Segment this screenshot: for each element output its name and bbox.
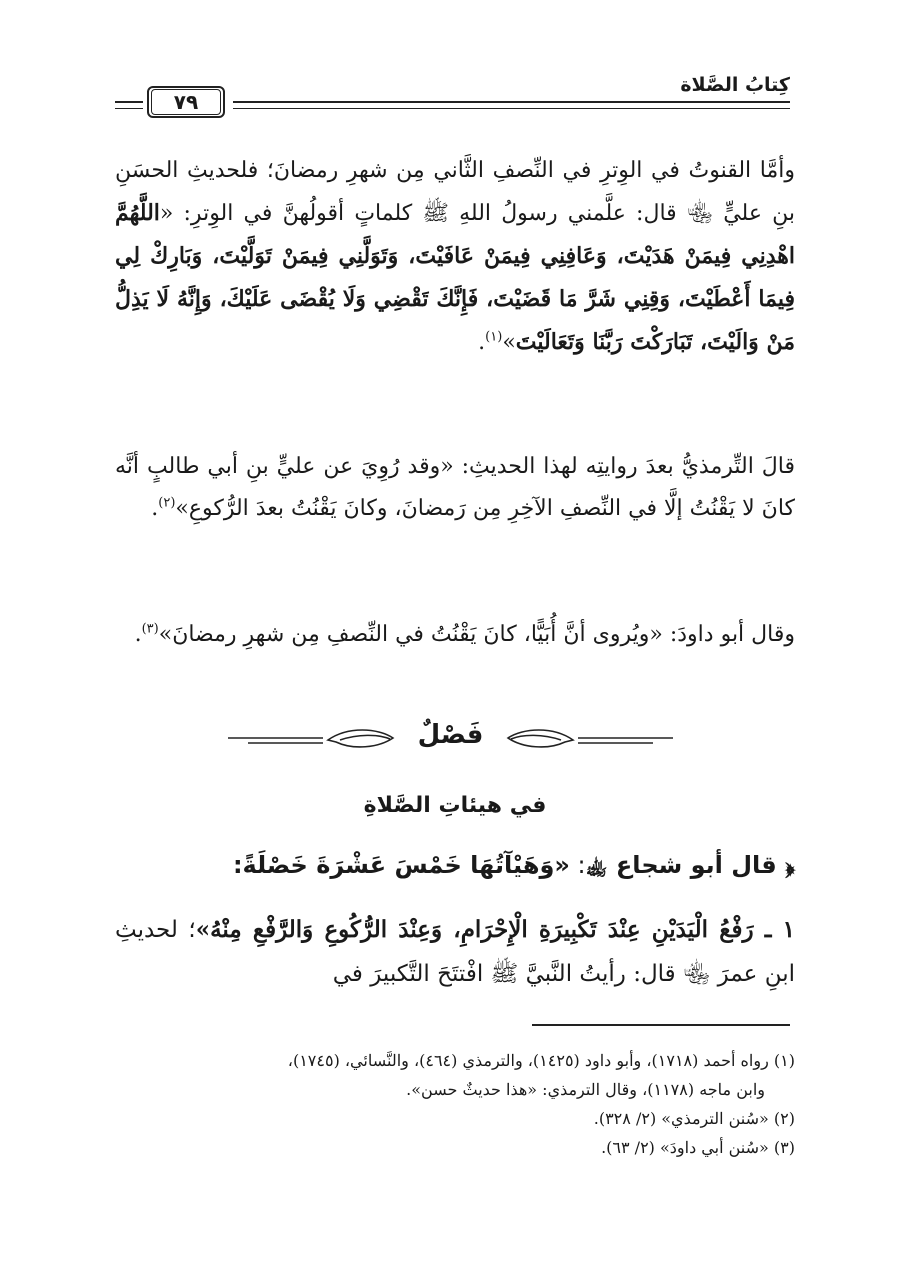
footnote-text: «سُنن الترمذي» (٢/ ٣٢٨). [593, 1109, 769, 1128]
paragraph-tirmidhi-text: قالَ التِّرمذيُّ بعدَ روايتِه لهذا الحديثِ: «وقد رُوِيَ عن عليٍّ بنِ أبي طالبٍ أنَّه كانَ لا يَقْنُتُ إلَّا في النِّصفِ الآخِرِ مِن رَمضانَ، وكانَ يَقْنُتُ بعدَ الرُّكوعِ» [115, 454, 795, 521]
footnote-ref-3: (٣) [141, 621, 159, 637]
matn-quote: «وَهَيْآتُهَا خَمْسَ عَشْرَةَ خَصْلَةً: [232, 851, 570, 879]
footnote-text: وابن ماجه (١١٧٨)، وقال الترمذي: «هذا حديثٌ حسن». [406, 1080, 765, 1099]
footnote-item [115, 1046, 795, 1075]
footnote-item [115, 1133, 795, 1162]
footnote-ref-1: (١) [485, 329, 503, 345]
footnote-text: رواه أحمد (١٧١٨)، وأبو داود (١٤٢٥)، والترمذي (٤٦٤)، والنَّسائي، (١٧٤٥)، [287, 1051, 769, 1070]
header-rule [115, 86, 790, 126]
footnote-item [115, 1075, 795, 1104]
footnote-text: «سُنن أبي داودَ» (٢/ ٦٣). [601, 1138, 769, 1157]
header-rule-left [115, 101, 143, 109]
dua-text: اللَّهُمَّ اهْدِنِي فِيمَنْ هَدَيْتَ، وَعَافِنِي فِيمَنْ عَافَيْتَ، وَتَوَلَّنِي فِيمَنْ تَوَلَّيْتَ، وَبَارِكْ لِي فِيمَا أَعْطَيْتَ، وَقِنِي شَرَّ مَا قَضَيْتَ، فَإِنَّكَ تَقْضِي وَلَا يُقْضَى عَلَيْكَ، وَإِنَّهُ لَا يَذِلُّ مَنْ وَالَيْتَ، تَبَارَكْتَ رَبَّنَا وَتَعَالَيْتَ [115, 200, 795, 355]
matn-heading [115, 850, 795, 885]
footnote-item [115, 1104, 795, 1133]
paragraph-end: . [478, 330, 486, 355]
fasl-heading: فَصْلٌ [417, 720, 484, 750]
matn-colon: : [569, 851, 586, 879]
section-ornament [228, 720, 673, 760]
footnote-number: (٢) [773, 1109, 795, 1128]
footnotes [115, 1046, 795, 1162]
paragraph-end: . [134, 622, 142, 647]
running-title: كِتابُ الصَّلاة [680, 74, 790, 96]
footnote-number: (١) [773, 1051, 795, 1070]
paragraph-qunut-text: وأمَّا القنوتُ في الوِترِ في النِّصفِ الثَّاني مِن شهرِ رمضانَ؛ فلحديثِ الحسَنِ بنِ عليٍّ ﵄ قال: علَّمني رسولُ اللهِ ﷺ كلماتٍ أقولُهنَّ في الوِترِ: « [115, 158, 795, 226]
point-one-commentary: ؛ لحديثِ ابنِ عمرَ ﵄ قال: رأيتُ النَّبيَّ ﷺ افْتتَحَ التَّكبيرَ في [115, 917, 795, 987]
matn-author: ﴿ قال أبو شجاع ﵀ [585, 851, 795, 879]
footnote-ref-2: (٢) [158, 495, 176, 511]
paragraph-end: . [151, 496, 159, 521]
page-number-frame [147, 86, 225, 118]
paragraph-abu-dawud [115, 614, 795, 656]
paragraph-qunut [115, 150, 795, 364]
footnote-number: (٣) [773, 1138, 795, 1157]
footnote-divider [532, 1024, 790, 1026]
page-number: ٧٩ [151, 89, 221, 115]
point-one [115, 908, 795, 996]
point-one-matn: ١ ـ رَفْعُ الْيَدَيْنِ عِنْدَ تَكْبِيرَةِ الْإِحْرَامِ، وَعِنْدَ الرُّكُوعِ وَالرَّفْعِ مِنْهُ» [195, 916, 795, 943]
header-rule-right [233, 101, 790, 109]
section-title: في هيئاتِ الصَّلاةِ [363, 793, 547, 818]
paragraph-tirmidhi [115, 446, 795, 530]
quote-close: » [502, 330, 516, 355]
paragraph-abu-dawud-text: وقال أبو داودَ: «ويُروى أنَّ أُبَيًّا، كانَ يَقْنُتُ في النِّصفِ مِن شهرِ رمضانَ» [158, 622, 795, 647]
